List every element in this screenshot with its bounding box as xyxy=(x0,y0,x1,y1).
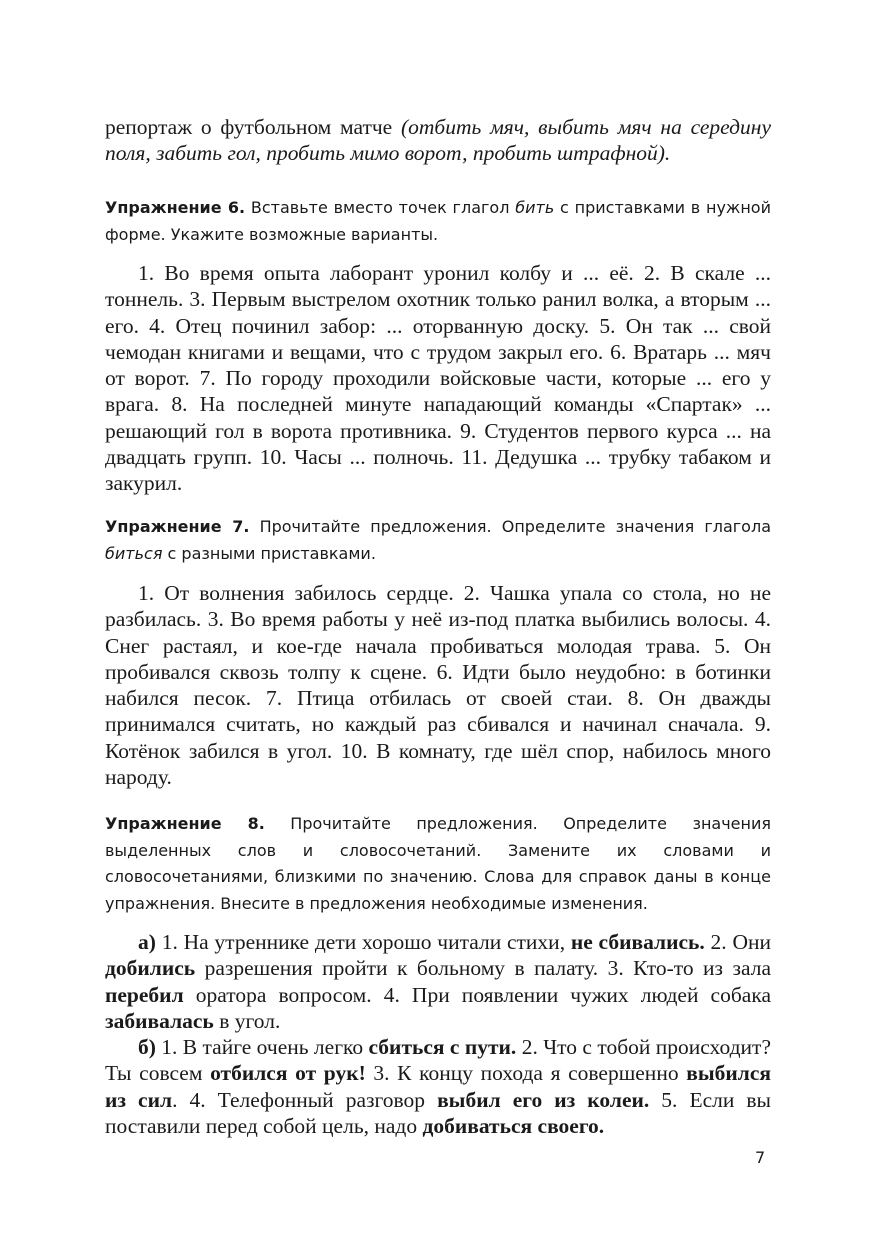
highlighted-phrase: забивалась xyxy=(105,1008,214,1033)
part-a-text-5: в угол. xyxy=(213,1008,281,1033)
page-number: 7 xyxy=(755,1148,766,1167)
part-a-text-1: 1. На утреннике дети хорошо читали стихи, xyxy=(155,930,571,954)
exercise-6-body: 1. Во время опыта лаборант уронил колбу и ... её. 2. В скале ... тоннель. 3. Первым выстрелом охотник только ранил волка, а вторым ... его. 4. Отец починил забор: ... оторванную доску. 5. Он так ... свой чемодан книгами и вещами, что с трудом закрыл его. 6. Вратарь ... мяч от ворот. 7. По городу проходили войсковые части, которые ... его у врага. 8. На последней минуте нападающий команды «Спартак» ... решающий гол в ворота противника. 9. Студентов первого курса ... на двадцать групп. 10. Часы ... полночь. 11. Дедушка ... трубку табаком и закурил. xyxy=(105,261,771,496)
highlighted-phrase: отбился от рук! xyxy=(210,1061,366,1086)
exercise-6-heading: Упражнение 6. xyxy=(105,198,246,217)
highlighted-phrase: добиваться своего. xyxy=(422,1113,605,1138)
exercise-7-verb: биться xyxy=(105,543,163,563)
exercise-6-verb: бить xyxy=(515,198,555,217)
part-b-text-5: 5. Если вы поставили перед собой цель, надо xyxy=(105,1087,771,1138)
exercise-8-part-a xyxy=(105,929,771,1034)
part-a-label: а) xyxy=(138,930,156,954)
intro-italic-text: (отбить мяч, выбить мяч на середину поля, забить гол, пробить мимо ворот, пробить штрафной). xyxy=(105,115,771,166)
exercise-7-instruction-text-end: с разными приставками. xyxy=(162,543,376,563)
exercise-7-instruction xyxy=(105,514,771,567)
highlighted-phrase: сбиться с пути. xyxy=(368,1035,517,1059)
part-b-text-3: 3. К концу похода я совершенно xyxy=(365,1061,687,1086)
highlighted-phrase: перебил xyxy=(105,982,184,1007)
part-b-text-1: 1. В тайге очень легко xyxy=(155,1035,369,1059)
exercise-6-instruction-text: Вставьте вместо точек глагол xyxy=(245,198,516,217)
highlighted-phrase: выбился из сил xyxy=(105,1061,771,1112)
part-a-text-4: оратора вопросом. 4. При появлении чужих людей собака xyxy=(183,982,771,1007)
part-b-text-4: . 4. Телефонный разговор xyxy=(172,1087,438,1112)
exercise-7-instruction-text: Прочитайте предложения. Определите значения глагола xyxy=(249,517,772,536)
highlighted-phrase: не сбивались. xyxy=(570,930,705,954)
part-b-text-2: 2. Что с тобой происходит? Ты совсем xyxy=(105,1035,771,1086)
exercise-8-heading: Упражнение 8. xyxy=(105,814,265,833)
exercise-6-instruction xyxy=(105,195,771,248)
exercise-8-instruction-text: Прочитайте предложения. Определите значения выделенных слов и словосочетаний. Замените их словами и словосочетаниями, близкими по значению. Слова для справок даны в конце упражнения. Внесите в предложения необходимые изменения. xyxy=(105,814,772,913)
exercise-8-part-b xyxy=(105,1034,771,1139)
part-a-text-2: 2. Они xyxy=(704,930,771,954)
exercise-7-heading: Упражнение 7. xyxy=(105,517,250,536)
exercise-8-instruction xyxy=(105,811,771,917)
exercise-6-instruction-text-end: с приставками в нужной форме. Укажите возможные варианты. xyxy=(105,198,771,244)
intro-paragraph xyxy=(105,114,771,167)
exercise-7-body: 1. От волнения забилось сердце. 2. Чашка упала со стола, но не разбилась. 3. Во время работы у неё из-под платка выбились волосы. 4. Снег растаял, и кое-где начала пробиваться молодая трава. 5. Он пробивался сквозь толпу к сцене. 6. Идти было неудобно: в ботинки набился песок. 7. Птица отбилась от своей стаи. 8. Он дважды принимался считать, но каждый раз сбивался и начинал сначала. 9. Котёнок забился в угол. 10. В комнату, где шёл спор, набилось много народу. xyxy=(105,581,771,790)
part-a-text-3: разрешения пройти к больному в палату. 3. Кто-то из зала xyxy=(195,956,771,981)
part-b-label: б) xyxy=(138,1035,156,1059)
intro-text: репортаж о футбольном матче xyxy=(105,115,401,139)
highlighted-phrase: выбил его из колеи. xyxy=(437,1087,650,1112)
highlighted-phrase: добились xyxy=(105,956,196,981)
